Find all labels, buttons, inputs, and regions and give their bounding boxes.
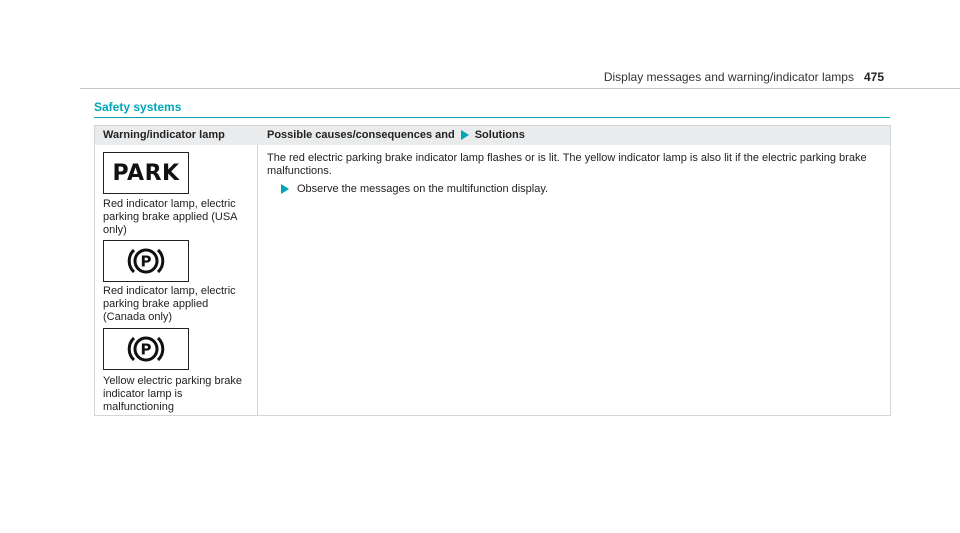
lamp-description-usa: Red indicator lamp, electric parking brake applied (USA only) <box>103 198 237 236</box>
column-header-causes-label: Possible causes/consequences and <box>267 129 455 141</box>
column-header-lamp: Warning/indicator lamp <box>103 129 225 141</box>
page-header <box>604 70 884 84</box>
parking-brake-symbol <box>126 331 166 367</box>
parking-brake-icon <box>103 328 189 370</box>
solution-step <box>279 183 548 195</box>
column-header-causes <box>267 129 525 141</box>
lamp-description-malfunction: Yellow electric parking brake indicator lamp is malfunctioning <box>103 375 242 413</box>
section-title: Safety systems <box>94 100 182 114</box>
page-number: 475 <box>863 70 884 84</box>
park-icon-text: PARK <box>112 160 180 186</box>
svg-text:P: P <box>140 252 152 271</box>
lamp-description-canada: Red indicator lamp, electric parking brake applied (Canada only) <box>103 285 236 323</box>
park-icon <box>103 152 189 194</box>
solution-text: Observe the messages on the multifunction display. <box>297 183 549 195</box>
svg-text:P: P <box>140 340 152 359</box>
cause-text: The red electric parking brake indicator lamp flashes or is lit. The yellow indicator lamp is also lit if the electric parking brake malfunctions. <box>267 152 867 177</box>
section-rule <box>94 117 890 118</box>
column-header-solutions-label: Solutions <box>474 129 525 141</box>
parking-brake-symbol <box>126 243 166 279</box>
warning-lamp-table <box>94 125 891 416</box>
table-header-row <box>95 126 890 145</box>
solution-arrow-icon <box>461 130 469 140</box>
header-rule <box>80 88 960 89</box>
step-arrow-icon <box>281 184 289 194</box>
running-header-title: Display messages and warning/indicator lamps <box>603 70 854 84</box>
column-divider <box>257 145 258 415</box>
parking-brake-icon <box>103 240 189 282</box>
